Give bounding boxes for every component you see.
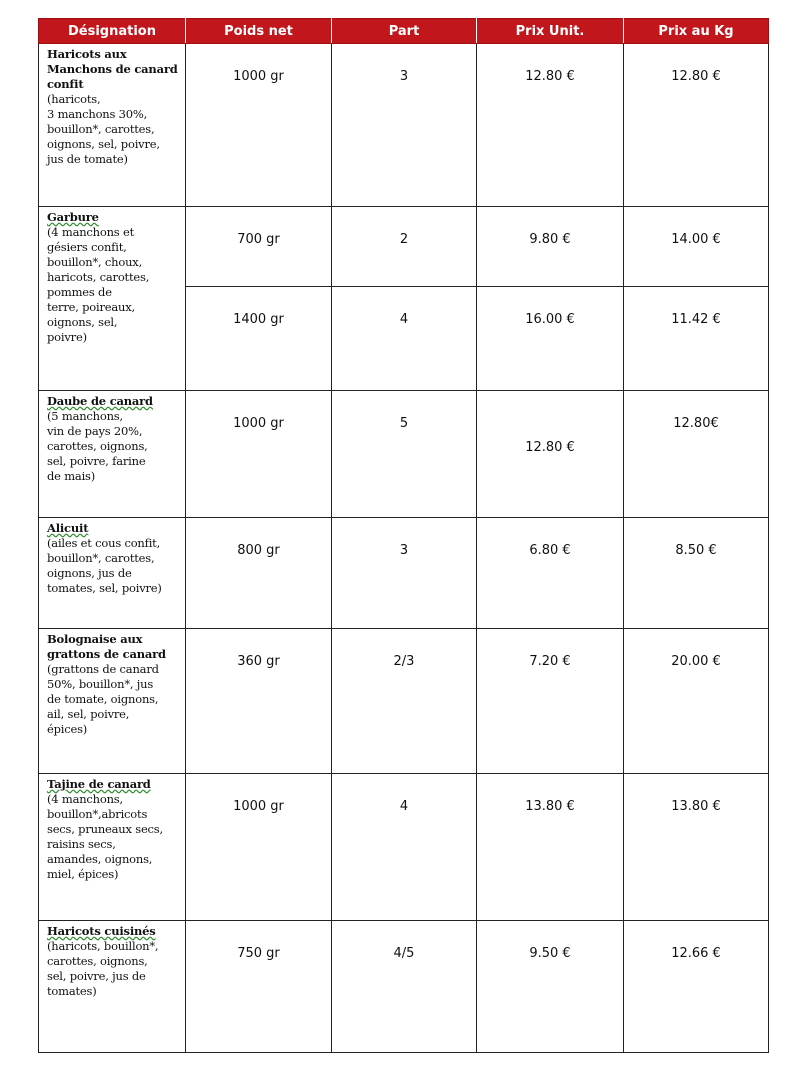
product-weight: 1000 gr	[186, 774, 332, 921]
table-row	[39, 774, 769, 921]
header-weight: Poids net	[186, 19, 332, 44]
table-row	[39, 921, 769, 1053]
product-name: Tajine de canard	[47, 777, 151, 791]
product-weight: 360 gr	[186, 629, 332, 774]
table-row	[39, 44, 769, 207]
product-description	[39, 774, 186, 921]
product-ingredients: (haricots, 3 manchons 30%, bouillon*, carottes, oignons, sel, poivre, jus de tomate)	[47, 92, 160, 166]
product-portions: 2/3	[332, 629, 477, 774]
product-weight: 750 gr	[186, 921, 332, 1053]
product-portions: 5	[332, 391, 477, 518]
table-row	[39, 391, 769, 518]
product-portions: 4	[332, 287, 477, 391]
header-portions: Part	[332, 19, 477, 44]
table-body	[39, 44, 769, 1053]
product-price-per-kg: 11.42 €	[624, 287, 769, 391]
header-unit-price: Prix Unit.	[477, 19, 624, 44]
product-name: Daube de canard	[47, 394, 153, 408]
product-name: Alicuit	[47, 521, 89, 535]
product-unit-price: 9.50 €	[477, 921, 624, 1053]
header-price-per-kg: Prix au Kg	[624, 19, 769, 44]
product-description	[39, 207, 186, 391]
product-price-per-kg: 12.66 €	[624, 921, 769, 1053]
product-weight: 1000 gr	[186, 44, 332, 207]
product-ingredients: (4 manchons, bouillon*,abricots secs, pruneaux secs, raisins secs, amandes, oignons, miel, épices)	[47, 792, 163, 881]
table-header	[39, 19, 769, 44]
product-description	[39, 921, 186, 1053]
product-unit-price: 7.20 €	[477, 629, 624, 774]
table-row	[39, 518, 769, 629]
product-price-per-kg: 12.80€	[624, 391, 769, 518]
product-name: Garbure	[47, 210, 99, 224]
product-unit-price: 12.80 €	[477, 44, 624, 207]
product-ingredients: (5 manchons, vin de pays 20%, carottes, oignons, sel, poivre, farine de mais)	[47, 409, 148, 483]
product-portions: 4/5	[332, 921, 477, 1053]
product-price-per-kg: 12.80 €	[624, 44, 769, 207]
product-ingredients: (haricots, bouillon*, carottes, oignons, sel, poivre, jus de tomates)	[47, 939, 159, 998]
product-ingredients: (grattons de canard 50%, bouillon*, jus de tomate, oignons, ail, sel, poivre, épices)	[47, 662, 159, 736]
table-row	[39, 629, 769, 774]
product-ingredients: (4 manchons et gésiers confit, bouillon*, choux, haricots, carottes, pommes de terre, poireaux, oignons, sel, poivre)	[47, 225, 150, 344]
product-portions: 3	[332, 518, 477, 629]
product-name: Haricots cuisinés	[47, 924, 156, 938]
product-unit-price: 12.80 €	[477, 391, 624, 518]
product-weight: 1400 gr	[186, 287, 332, 391]
product-weight: 800 gr	[186, 518, 332, 629]
product-description	[39, 44, 186, 207]
product-description	[39, 391, 186, 518]
product-portions: 2	[332, 207, 477, 287]
product-price-per-kg: 13.80 €	[624, 774, 769, 921]
product-name: Haricots aux Manchons de canard confit	[47, 47, 178, 91]
product-portions: 4	[332, 774, 477, 921]
product-weight: 1000 gr	[186, 391, 332, 518]
product-name: Bolognaise aux grattons de canard	[47, 632, 166, 661]
table-row	[39, 207, 769, 287]
product-unit-price: 6.80 €	[477, 518, 624, 629]
header-row	[39, 19, 769, 44]
product-unit-price: 16.00 €	[477, 287, 624, 391]
product-portions: 3	[332, 44, 477, 207]
price-table	[38, 18, 769, 1053]
product-price-per-kg: 20.00 €	[624, 629, 769, 774]
header-designation: Désignation	[39, 19, 186, 44]
product-price-per-kg: 8.50 €	[624, 518, 769, 629]
product-ingredients: (ailes et cous confit, bouillon*, carottes, oignons, jus de tomates, sel, poivre)	[47, 536, 162, 595]
product-unit-price: 13.80 €	[477, 774, 624, 921]
product-description	[39, 518, 186, 629]
product-description	[39, 629, 186, 774]
product-price-per-kg: 14.00 €	[624, 207, 769, 287]
product-unit-price: 9.80 €	[477, 207, 624, 287]
product-weight: 700 gr	[186, 207, 332, 287]
